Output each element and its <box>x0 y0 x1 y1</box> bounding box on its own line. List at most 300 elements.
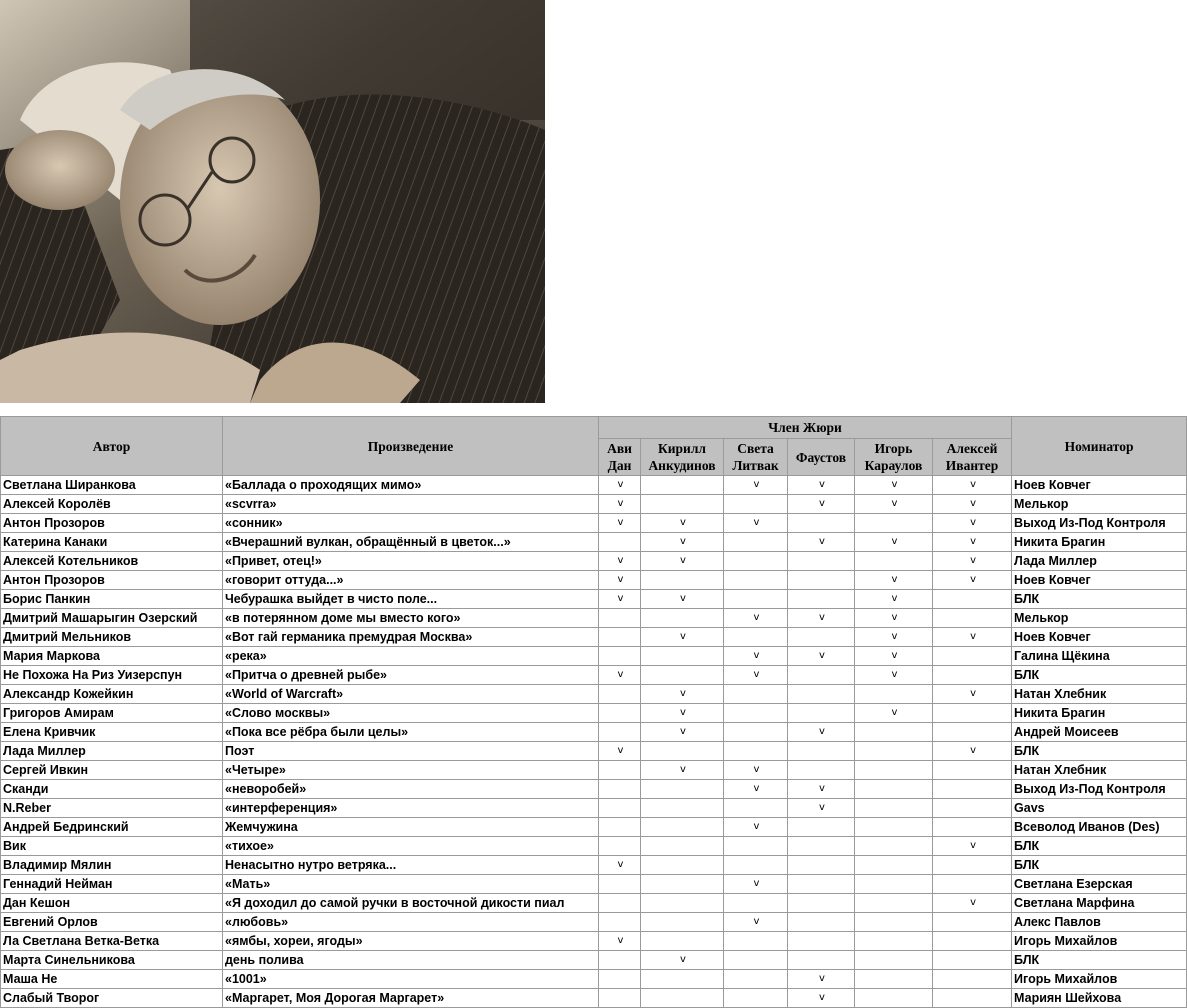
jury-mark-cell <box>641 514 724 533</box>
jury-mark-cell <box>641 894 724 913</box>
jury-mark-cell <box>599 742 641 761</box>
jury-mark-cell <box>641 970 724 989</box>
nominator-cell: Ноев Ковчег <box>1012 628 1187 647</box>
header-jury-5: Алексей Ивантер <box>933 439 1012 476</box>
check-mark: v <box>891 479 898 490</box>
jury-mark-cell <box>788 647 855 666</box>
work-cell: «Слово москвы» <box>223 704 599 723</box>
jury-mark-cell <box>599 476 641 495</box>
check-mark: v <box>753 517 760 528</box>
jury-mark-cell <box>599 514 641 533</box>
jury-mark-cell <box>855 609 933 628</box>
jury-mark-cell <box>641 628 724 647</box>
jury-mark-cell <box>599 818 641 837</box>
portrait-photo <box>0 0 545 403</box>
check-mark: v <box>753 878 760 889</box>
jury-mark-cell <box>933 894 1012 913</box>
jury-mark-cell <box>855 875 933 894</box>
check-mark: v <box>819 726 825 737</box>
check-mark: v <box>680 593 686 604</box>
jury-mark-cell <box>855 951 933 970</box>
work-cell: «Пока все рёбра были целы» <box>223 723 599 742</box>
jury-mark-cell <box>855 533 933 552</box>
check-mark: v <box>680 517 686 528</box>
jury-mark-cell <box>933 552 1012 571</box>
jury-mark-cell <box>724 628 788 647</box>
jury-mark-cell <box>641 647 724 666</box>
jury-mark-cell <box>724 837 788 856</box>
work-cell: Поэт <box>223 742 599 761</box>
check-mark: v <box>617 574 624 585</box>
jury-mark-cell <box>788 837 855 856</box>
jury-mark-cell <box>724 875 788 894</box>
nominator-cell: Никита Брагин <box>1012 704 1187 723</box>
author-cell: Владимир Мялин <box>1 856 223 875</box>
check-mark: v <box>970 536 976 547</box>
check-mark: v <box>970 840 976 851</box>
table-row <box>1 989 1187 1008</box>
table-row <box>1 856 1187 875</box>
nominator-cell: Мелькор <box>1012 609 1187 628</box>
jury-mark-cell <box>724 476 788 495</box>
table-row <box>1 913 1187 932</box>
jury-mark-cell <box>788 609 855 628</box>
work-cell: «ямбы, хореи, ягоды» <box>223 932 599 951</box>
check-mark: v <box>970 688 976 699</box>
author-cell: Дмитрий Мельников <box>1 628 223 647</box>
nominator-cell: Ноев Ковчег <box>1012 571 1187 590</box>
check-mark: v <box>891 631 898 642</box>
jury-mark-cell <box>933 913 1012 932</box>
jury-mark-cell <box>599 552 641 571</box>
jury-mark-cell <box>599 533 641 552</box>
header-nominator: Номинатор <box>1012 417 1187 476</box>
check-mark: v <box>970 745 976 756</box>
author-cell: Елена Кривчик <box>1 723 223 742</box>
jury-mark-cell <box>724 951 788 970</box>
jury-mark-cell <box>855 780 933 799</box>
nominator-cell: Всеволод Иванов (Des) <box>1012 818 1187 837</box>
check-mark: v <box>970 631 976 642</box>
work-cell: «любовь» <box>223 913 599 932</box>
jury-mark-cell <box>933 685 1012 704</box>
jury-mark-cell <box>933 647 1012 666</box>
check-mark: v <box>970 897 976 908</box>
jury-mark-cell <box>788 495 855 514</box>
jury-mark-cell <box>641 609 724 628</box>
header-jury-group: Член Жюри <box>599 417 1012 439</box>
check-mark: v <box>617 479 624 490</box>
jury-mark-cell <box>788 666 855 685</box>
jury-mark-cell <box>599 970 641 989</box>
jury-mark-cell <box>724 913 788 932</box>
jury-mark-cell <box>788 628 855 647</box>
check-mark: v <box>680 707 686 718</box>
jury-mark-cell <box>724 495 788 514</box>
check-mark: v <box>680 954 686 965</box>
author-cell: Евгений Орлов <box>1 913 223 932</box>
check-mark: v <box>970 517 976 528</box>
jury-mark-cell <box>855 571 933 590</box>
author-cell: Марта Синельникова <box>1 951 223 970</box>
jury-mark-cell <box>724 571 788 590</box>
jury-mark-cell <box>724 647 788 666</box>
jury-mark-cell <box>641 666 724 685</box>
work-cell: «сонник» <box>223 514 599 533</box>
jury-mark-cell <box>599 856 641 875</box>
jury-mark-cell <box>599 704 641 723</box>
work-cell: «река» <box>223 647 599 666</box>
jury-mark-cell <box>855 723 933 742</box>
author-cell: Маша Не <box>1 970 223 989</box>
check-mark: v <box>970 574 976 585</box>
table-row <box>1 552 1187 571</box>
jury-mark-cell <box>599 647 641 666</box>
check-mark: v <box>617 555 624 566</box>
jury-mark-cell <box>724 723 788 742</box>
nominator-cell: Алекс Павлов <box>1012 913 1187 932</box>
jury-mark-cell <box>599 723 641 742</box>
author-cell: Сканди <box>1 780 223 799</box>
check-mark: v <box>970 479 976 490</box>
jury-mark-cell <box>788 590 855 609</box>
author-cell: Мария Маркова <box>1 647 223 666</box>
jury-mark-cell <box>724 932 788 951</box>
nominator-cell: БЛК <box>1012 856 1187 875</box>
jury-mark-cell <box>855 647 933 666</box>
header-work: Произведение <box>223 417 599 476</box>
jury-mark-cell <box>641 476 724 495</box>
table-row <box>1 875 1187 894</box>
jury-mark-cell <box>933 742 1012 761</box>
jury-mark-cell <box>641 856 724 875</box>
table-row <box>1 704 1187 723</box>
check-mark: v <box>753 916 760 927</box>
jury-mark-cell <box>855 818 933 837</box>
jury-mark-cell <box>855 932 933 951</box>
check-mark: v <box>617 593 624 604</box>
author-cell: Алексей Котельников <box>1 552 223 571</box>
jury-mark-cell <box>788 533 855 552</box>
jury-mark-cell <box>933 476 1012 495</box>
nominator-cell: Мелькор <box>1012 495 1187 514</box>
jury-mark-cell <box>788 799 855 818</box>
jury-mark-cell <box>641 723 724 742</box>
jury-mark-cell <box>641 590 724 609</box>
nominator-cell: Выход Из-Под Контроля <box>1012 514 1187 533</box>
jury-mark-cell <box>933 989 1012 1008</box>
check-mark: v <box>680 726 686 737</box>
jury-mark-cell <box>724 894 788 913</box>
jury-mark-cell <box>855 799 933 818</box>
header-jury-3: Фаустов <box>788 439 855 476</box>
jury-mark-cell <box>724 818 788 837</box>
jury-mark-cell <box>599 761 641 780</box>
jury-mark-cell <box>788 913 855 932</box>
jury-mark-cell <box>855 894 933 913</box>
author-cell: Борис Панкин <box>1 590 223 609</box>
jury-mark-cell <box>724 989 788 1008</box>
jury-mark-cell <box>788 989 855 1008</box>
header-author: Автор <box>1 417 223 476</box>
work-cell: день полива <box>223 951 599 970</box>
work-cell: «интерференция» <box>223 799 599 818</box>
jury-mark-cell <box>599 571 641 590</box>
check-mark: v <box>617 517 624 528</box>
check-mark: v <box>891 574 898 585</box>
author-cell: N.Reber <box>1 799 223 818</box>
jury-mark-cell <box>641 552 724 571</box>
jury-mark-cell <box>599 875 641 894</box>
nominator-cell: Натан Хлебник <box>1012 761 1187 780</box>
jury-mark-cell <box>641 780 724 799</box>
check-mark: v <box>753 821 760 832</box>
jury-mark-cell <box>641 742 724 761</box>
author-cell: Сергей Ивкин <box>1 761 223 780</box>
nominator-cell: Ноев Ковчег <box>1012 476 1187 495</box>
table-row <box>1 590 1187 609</box>
jury-mark-cell <box>724 590 788 609</box>
jury-mark-cell <box>788 571 855 590</box>
jury-mark-cell <box>855 590 933 609</box>
jury-mark-cell <box>724 609 788 628</box>
work-cell: «Маргарет, Моя Дорогая Маргарет» <box>223 989 599 1008</box>
jury-mark-cell <box>599 894 641 913</box>
work-cell: Ненасытно нутро ветряка... <box>223 856 599 875</box>
jury-mark-cell <box>788 951 855 970</box>
jury-mark-cell <box>599 495 641 514</box>
jury-table <box>0 416 1187 1008</box>
header-jury-0: Ави Дан <box>599 439 641 476</box>
jury-mark-cell <box>933 723 1012 742</box>
author-cell: Григоров Амирам <box>1 704 223 723</box>
check-mark: v <box>680 631 686 642</box>
jury-mark-cell <box>724 970 788 989</box>
check-mark: v <box>753 479 760 490</box>
table-row <box>1 647 1187 666</box>
author-cell: Ла Светлана Ветка-Ветка <box>1 932 223 951</box>
table-row <box>1 685 1187 704</box>
jury-mark-cell <box>599 913 641 932</box>
jury-mark-cell <box>855 476 933 495</box>
jury-mark-cell <box>855 742 933 761</box>
jury-mark-cell <box>788 856 855 875</box>
work-cell: «Притча о древней рыбе» <box>223 666 599 685</box>
jury-mark-cell <box>599 590 641 609</box>
nominator-cell: Выход Из-Под Контроля <box>1012 780 1187 799</box>
check-mark: v <box>617 498 624 509</box>
check-mark: v <box>891 669 898 680</box>
check-mark: v <box>617 859 624 870</box>
check-mark: v <box>819 650 825 661</box>
check-mark: v <box>891 498 898 509</box>
work-cell: «тихое» <box>223 837 599 856</box>
jury-mark-cell <box>788 685 855 704</box>
check-mark: v <box>753 764 760 775</box>
jury-mark-cell <box>933 837 1012 856</box>
jury-mark-cell <box>933 875 1012 894</box>
jury-mark-cell <box>933 780 1012 799</box>
table-row <box>1 837 1187 856</box>
jury-mark-cell <box>855 685 933 704</box>
table-row <box>1 495 1187 514</box>
jury-mark-cell <box>788 761 855 780</box>
jury-mark-cell <box>788 932 855 951</box>
header-jury-2: Света Литвак <box>724 439 788 476</box>
work-cell: «Привет, отец!» <box>223 552 599 571</box>
jury-mark-cell <box>933 799 1012 818</box>
check-mark: v <box>891 650 898 661</box>
check-mark: v <box>819 536 825 547</box>
work-cell: «Вот гай германика премудрая Москва» <box>223 628 599 647</box>
nominator-cell: БЛК <box>1012 951 1187 970</box>
nominator-cell: Gavs <box>1012 799 1187 818</box>
check-mark: v <box>617 669 624 680</box>
jury-mark-cell <box>933 533 1012 552</box>
table-row <box>1 571 1187 590</box>
table-row <box>1 628 1187 647</box>
jury-mark-cell <box>599 666 641 685</box>
author-cell: Не Похожа На Риз Уизерспун <box>1 666 223 685</box>
jury-mark-cell <box>641 951 724 970</box>
table-row <box>1 799 1187 818</box>
author-cell: Вик <box>1 837 223 856</box>
table-row <box>1 970 1187 989</box>
jury-mark-cell <box>641 875 724 894</box>
check-mark: v <box>819 479 825 490</box>
author-cell: Светлана Ширанкова <box>1 476 223 495</box>
work-cell: «1001» <box>223 970 599 989</box>
work-cell: Чебурашка выйдет в чисто поле... <box>223 590 599 609</box>
jury-mark-cell <box>855 628 933 647</box>
author-cell: Александр Кожейкин <box>1 685 223 704</box>
jury-mark-cell <box>641 685 724 704</box>
jury-mark-cell <box>933 856 1012 875</box>
jury-mark-cell <box>724 514 788 533</box>
nominator-cell: Мариян Шейхова <box>1012 989 1187 1008</box>
jury-mark-cell <box>724 799 788 818</box>
jury-mark-cell <box>788 476 855 495</box>
jury-mark-cell <box>855 666 933 685</box>
check-mark: v <box>753 650 760 661</box>
jury-mark-cell <box>641 837 724 856</box>
table-row <box>1 780 1187 799</box>
table-row <box>1 609 1187 628</box>
author-cell: Алексей Королёв <box>1 495 223 514</box>
table-row <box>1 818 1187 837</box>
jury-mark-cell <box>599 685 641 704</box>
work-cell: Жемчужина <box>223 818 599 837</box>
check-mark: v <box>970 555 976 566</box>
jury-mark-cell <box>724 552 788 571</box>
jury-mark-cell <box>599 609 641 628</box>
check-mark: v <box>819 973 825 984</box>
table-row <box>1 894 1187 913</box>
jury-mark-cell <box>788 875 855 894</box>
author-cell: Лада Миллер <box>1 742 223 761</box>
author-cell: Геннадий Нейман <box>1 875 223 894</box>
check-mark: v <box>891 707 898 718</box>
author-cell: Дмитрий Машарыгин Озерский <box>1 609 223 628</box>
jury-mark-cell <box>933 514 1012 533</box>
author-cell: Слабый Творог <box>1 989 223 1008</box>
table-row <box>1 761 1187 780</box>
jury-mark-cell <box>599 951 641 970</box>
nominator-cell: Андрей Моисеев <box>1012 723 1187 742</box>
jury-mark-cell <box>855 970 933 989</box>
author-cell: Андрей Бедринский <box>1 818 223 837</box>
check-mark: v <box>819 992 825 1003</box>
jury-mark-cell <box>788 704 855 723</box>
jury-mark-cell <box>599 628 641 647</box>
jury-mark-cell <box>641 533 724 552</box>
jury-mark-cell <box>724 761 788 780</box>
jury-mark-cell <box>641 571 724 590</box>
jury-mark-cell <box>724 666 788 685</box>
jury-mark-cell <box>724 742 788 761</box>
jury-mark-cell <box>641 495 724 514</box>
work-cell: «Мать» <box>223 875 599 894</box>
jury-mark-cell <box>788 723 855 742</box>
jury-mark-cell <box>788 894 855 913</box>
check-mark: v <box>819 612 825 623</box>
jury-mark-cell <box>855 704 933 723</box>
jury-mark-cell <box>724 685 788 704</box>
work-cell: «неворобей» <box>223 780 599 799</box>
author-cell: Дан Кешон <box>1 894 223 913</box>
check-mark: v <box>819 802 825 813</box>
nominator-cell: БЛК <box>1012 590 1187 609</box>
nominator-cell: Никита Брагин <box>1012 533 1187 552</box>
jury-mark-cell <box>641 799 724 818</box>
check-mark: v <box>891 593 898 604</box>
jury-mark-cell <box>599 799 641 818</box>
check-mark: v <box>680 555 686 566</box>
jury-mark-cell <box>933 628 1012 647</box>
jury-mark-cell <box>724 780 788 799</box>
check-mark: v <box>680 764 686 775</box>
check-mark: v <box>680 536 686 547</box>
jury-mark-cell <box>933 970 1012 989</box>
table-row <box>1 666 1187 685</box>
table-row <box>1 951 1187 970</box>
check-mark: v <box>680 688 686 699</box>
check-mark: v <box>753 612 760 623</box>
jury-mark-cell <box>788 780 855 799</box>
jury-mark-cell <box>641 989 724 1008</box>
nominator-cell: Игорь Михайлов <box>1012 970 1187 989</box>
jury-mark-cell <box>933 666 1012 685</box>
table-row <box>1 742 1187 761</box>
nominator-cell: Галина Щёкина <box>1012 647 1187 666</box>
jury-mark-cell <box>641 818 724 837</box>
nominator-cell: Натан Хлебник <box>1012 685 1187 704</box>
jury-mark-cell <box>788 818 855 837</box>
work-cell: «в потерянном доме мы вместо кого» <box>223 609 599 628</box>
jury-mark-cell <box>933 818 1012 837</box>
work-cell: «World of Warcraft» <box>223 685 599 704</box>
nominator-cell: БЛК <box>1012 666 1187 685</box>
jury-mark-cell <box>855 495 933 514</box>
jury-mark-cell <box>599 989 641 1008</box>
author-cell: Катерина Канаки <box>1 533 223 552</box>
header-jury-4: Игорь Караулов <box>855 439 933 476</box>
jury-mark-cell <box>641 761 724 780</box>
author-cell: Антон Прозоров <box>1 571 223 590</box>
check-mark: v <box>970 498 976 509</box>
table-row <box>1 723 1187 742</box>
jury-mark-cell <box>788 514 855 533</box>
